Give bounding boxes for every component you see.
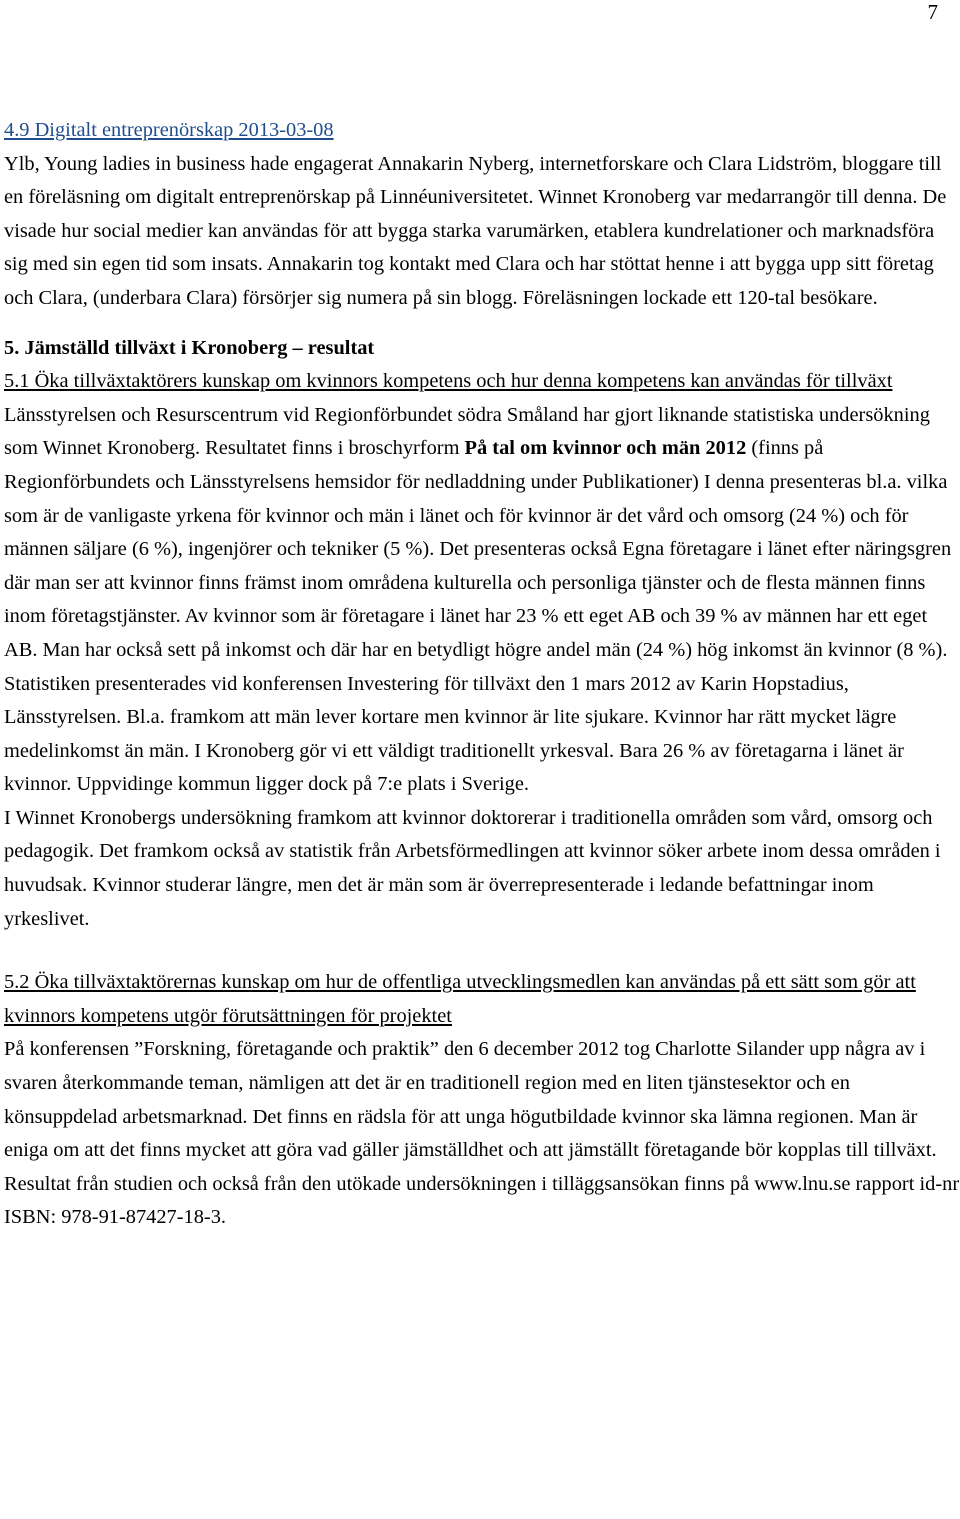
section-5-1-paragraph-3: I Winnet Kronobergs undersökning framkom att kvinnor doktorerar i traditionella områden som vård, omsorg och pedagogik. Det framkom också av statistik från Arbetsförmedlingen att kvinnor söker arbete inom dessa områden i huvudsak. Kvinnor studerar längre, men det är män som är överrepresenterade i ledande befattningar inom yrkeslivet. xyxy=(4,806,941,930)
section-4-9-heading[interactable]: 4.9 Digitalt entreprenörskap 2013-03-08 xyxy=(4,119,334,141)
section-5-1-paragraph-1 xyxy=(4,399,960,668)
section-5-1-paragraph-2: Statistiken presenterades vid konferensen Investering för tillväxt den 1 mars 2012 av Karin Hopstadius, Länsstyrelsen. Bl.a. framkom att män lever kortare men kvinnor är lite sjukare. Kvinnor har rätt mycket lägre medelinkomst än män. I Kronoberg gör vi ett väldigt traditionellt yrkesval. Bara 26 % av företagarna i länet är kvinnor. Uppvidinge kommun ligger dock på 7:e plats i Sverige. xyxy=(4,672,904,796)
section-4-9-paragraph: Ylb, Young ladies in business hade engagerat Annakarin Nyberg, internetforskare och Clara Lidström, bloggare till en föreläsning om digitalt entreprenörskap på Linnéuniversitetet. Winnet Kronoberg var medarrangör till denna. De visade hur social medier kan användas för att bygga starka varumärken, etablera kundrelationer och marknadsföra sig med sin egen tid som insats. Annakarin tog kontakt med Clara och har stöttat henne i att bygga upp sitt företag och Clara, (underbara Clara) försörjer sig numera på sin blogg. Föreläsningen lockade ett 120-tal besökare. xyxy=(4,152,947,309)
page-number: 7 xyxy=(927,0,938,24)
section-5-2-heading: 5.2 Öka tillväxtaktörernas kunskap om hur de offentliga utvecklingsmedlen kan användas på ett sätt som gör att kvinnors kompetens utgör förutsättningen för projektet xyxy=(4,971,916,1027)
section-5-1-p1-text-a: Länsstyrelsen och Resurscentrum vid Regionförbundet södra Småland har gjort liknande statistiska undersökning som Winnet Kronoberg. Resultatet finns i broschyrform xyxy=(4,403,930,460)
section-5-2-paragraph: På konferensen ”Forskning, företagande och praktik” den 6 december 2012 tog Charlotte Silander upp några av i svaren återkommande teman, nämligen att det är en traditionell region med en liten tjänstesektor och en könsuppdelad arbetsmarknad. Det finns en rädsla för att unga högutbildade kvinnor ska lämna regionen. Man är eniga om att det finns mycket att göra vad gäller jämställdhet och att jämställt företagande bör kopplas till tillväxt. Resultat från studien och också från den utökade undersökningen i tilläggsansökan finns på www.lnu.se rapport id-nr ISBN: 978-91-87427-18-3. xyxy=(4,1038,960,1229)
document-body xyxy=(4,114,960,1235)
section-spacer xyxy=(4,936,960,966)
section-5-1-heading: 5.1 Öka tillväxtaktörers kunskap om kvinnors kompetens och hur denna kompetens kan användas för tillväxt xyxy=(4,370,893,393)
section-5-title: 5. Jämställd tillväxt i Kronoberg – resultat xyxy=(4,336,375,359)
brochure-title: På tal om kvinnor och män 2012 xyxy=(464,437,747,460)
section-5-1-p1-text-b: (finns på Regionförbundets och Länsstyrelsens hemsidor för nedladdning under Publikationer) I denna presenteras bl.a. vilka som är de vanligaste yrkena för kvinnor och män i länet och för kvinnor är det vård och omsorg (24 %) och för männen säljare (6 %), ingenjörer och tekniker (5 %). Det presenteras också Egna företagare i länet efter näringsgren där man ser att kvinnor finns främst inom områdena kulturella och personliga tjänster och de flesta männen finns inom företagstjänster. Av kvinnor som är företagare i länet har 23 % ett eget AB och 39 % av männen har ett eget AB. Man har också sett på inkomst och där har en betydligt högre andel män (24 %) hög inkomst än kvinnor (8 %). xyxy=(4,437,952,661)
